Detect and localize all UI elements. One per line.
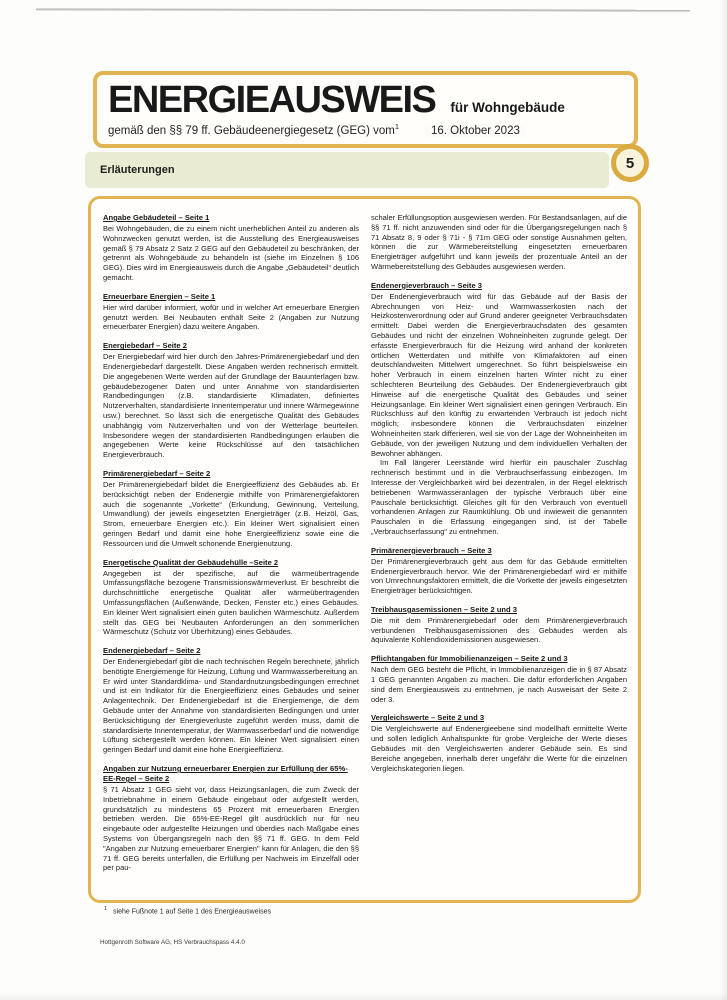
section-header-label: Erläuterungen (100, 164, 175, 176)
section-endenergiebedarf (103, 646, 359, 755)
section-body: Der Primärenergiebedarf bildet die Energieeffizienz des Gebäudes ab. Er berücksichtigt neben der Endenergie mithilfe von Primärenergiefaktoren auch die sogenannte „Vorkette“ (Erkundung, Gewinnung, Verteilung, Umwandlung) der jeweils eingesetzten Energieträger (z.B. Heizöl, Gas, Strom, erneuerbare Energien etc.). Ein kleiner Wert signalisiert einen geringen Bedarf und damit eine hohe Energieeffizienz sowie eine die Ressourcen und die Umwelt schonende Energienutzung. (103, 479, 359, 548)
section-body: Der Primärenergieverbrauch geht aus dem für das Gebäude ermittelten Endenergieverbrauch hervor. Wie der Primärenergiebedarf wird er mithilfe von Umrechnungsfaktoren ermittelt, die die Vorkette der jeweils eingesetzten Energieträger berücksichtigen. (371, 556, 627, 596)
section-body: Die mit dem Primärenergiebedarf oder dem Primärenergieverbrauch verbundenen Treibhausgasemissionen des Gebäudes werden als äquivalente Kohlendioxidemissionen ausgewiesen. (371, 615, 627, 645)
left-column (103, 213, 359, 892)
section-heading: Energetische Qualität der Gebäudehülle –Seite 2 (103, 557, 279, 567)
subtitle-row (108, 122, 623, 137)
page-number: 5 (625, 154, 635, 172)
scan-edge-shadow (719, 0, 727, 1000)
section-body: Der Energiebedarf wird hier durch den Jahres-Primärenergiebedarf und den Endenergiebedarf dargestellt. Diese Angaben werden rechnerisch ermittelt. Die angegebenen Werte werden auf der Grundlage der Bauunterlagen bzw. gebäudebezogener Daten und unter Annahme von standardisierten Randbedingungen (z.B. standardisierte Klimadaten, definiertes Nutzerverhalten, standardisierte Innentemperatur und innere Wärmegewinne usw.) berechnet. So lässt sich die energetische Qualität des Gebäudes unabhängig vom Nutzerverhalten und von der Wetterlage beurteilen. Insbesondere wegen der standardisierten Randbedingungen erlauben die angegebenen Werte keine Rückschlüsse auf den tatsächlichen Energieverbrauch. (103, 352, 359, 460)
section-erneuerbare-energien (103, 292, 359, 332)
subtitle-text: gemäß den §§ 79 ff. Gebäudeenergiegesetz (GEG) vom (108, 124, 395, 137)
section-65-ee-regel (103, 764, 359, 873)
section-body: Der Endenergiebedarf gibt die nach technischen Regeln berechnete, jährlich benötigte Energiemenge für Heizung, Lüftung und Warmwasserbereitung an. Er wird unter Standardklima- und Standardnutzungsbedingungen errechnet und ist ein Indikator für die Energieeffizienz eines Gebäudes und seiner Anlagentechnik. Der Endenergiebedarf ist die Energiemenge, die dem Gebäude unter der Annahme von standardisierten Bedingungen und unter Berücksichtigung der Energieverluste zugeführt werden muss, damit die standardisierte Innentemperatur, der Warmwasserbedarf und die notwendige Lüftung sichergestellt werden können. Ein kleiner Wert signalisiert einen geringen Bedarf und damit eine hohe Energieeffizienz. (103, 657, 359, 755)
section-heading: Angabe Gebäudeteil – Seite 1 (103, 213, 210, 222)
section-heading: Endenergieverbrauch – Seite 3 (371, 280, 482, 290)
section-header-bar (85, 152, 609, 188)
section-body: Die Vergleichswerte auf Endenergieebene sind modellhaft ermittelte Werte und sollen lediglich Anhaltspunkte für grobe Vergleiche der Werte dieses Gebäudes mit den Vergleichswerten anderer Gebäude sein. Es sind Bereiche angegeben, innerhalb derer ungefähr die Werte für die einzelnen Vergleichskategorien liegen. (371, 724, 627, 773)
section-body: § 71 Absatz 1 GEG sieht vor, dass Heizungsanlagen, die zum Zweck der Inbetriebnahme in einem Gebäude eingebaut oder aufgestellt werden, grundsätzlich zu mindestens 65 Prozent mit erneuerbaren Energien betrieben werden. Die 65%-EE-Regel gilt ausdrücklich nur für neu eingebaute oder aufgestellte Heizungen und überdies nach Maßgabe eines Systems von Übergangsregeln nach den §§ 71 ff. GEG. In dem Feld "Angaben zur Nutzung erneuerbarer Energien" kann für Anlagen, die den §§ 71 ff. GEG bereits unterfallen, die Erfüllung per Nachweis im Einzelfall oder per pau- (103, 785, 359, 873)
section-body: Bei Wohngebäuden, die zu einem nicht unerheblichen Anteil zu anderen als Wohnzwecken genutzt werden, ist die Ausstellung des Energieausweises gemäß § 79 Absatz 2 Satz 2 GEG auf den Gebäudeteil zu beschränken, der getrennt als Wohngebäude zu behandeln ist (siehe im Einzelnen § 106 GEG). Dies wird im Energieausweis durch die Angabe „Gebäudeteil“ deutlich gemacht. (103, 224, 359, 282)
section-heading: Erneuerbare Energien – Seite 1 (103, 291, 216, 301)
title-box (93, 71, 638, 148)
continuation-body: schaler Erfüllungsoption ausgewiesen werden. Für Bestandsanlagen, auf die §§ 71 ff. nicht anzuwenden sind oder für die Übergangsregelungen nach § 71 Absatz 8, 9 oder § 71i - § 71m GEG oder sonstige Ausnahmen gelten, können die zur Wärmebereitstellung eingesetzten erneuerbaren Energieträger aufgeführt und kann jeweils der prozentuale Anteil an der Wärmebereitstellung des Gebäudes ausgewiesen werden. (371, 213, 627, 271)
content-box (88, 196, 641, 903)
software-footer: Hottgenroth Software AG, HS Verbrauchspass 4.4.0 (100, 939, 245, 946)
document-title: ENERGIEAUSWEIS (108, 79, 436, 121)
section-energetische-qualitaet (103, 558, 359, 638)
section-body: Angegeben ist der spezifische, auf die wärmeübertragende Umfassungsfläche bezogene Transmissionswärmeverlust. Er beschreibt die durchschnittliche energetische Qualität aller wärmeübertragenden Umfassungsflächen (Außenwände, Decken, Fenster etc.) eines Gebäudes. Ein kleiner Wert signalisiert einen guten baulichen Wärmeschutz. Außerdem stellt das GEG bei Neubauten Anforderungen an den sommerlichen Wärmeschutz (Schutz vor Überhitzung) eines Gebäudes. (103, 568, 359, 637)
section-primaerenergiebedarf (103, 469, 359, 549)
section-vergleichswerte (371, 713, 627, 773)
footnote-marker-superscript: 1 (394, 121, 399, 131)
section-heading: Angaben zur Nutzung erneuerbarer Energien zur Erfüllung der 65%-EE-Regel – Seite 2 (103, 764, 348, 784)
section-heading: Primärenergieverbrauch – Seite 3 (371, 545, 492, 555)
scan-artifact-line (36, 8, 690, 11)
right-column (371, 213, 627, 892)
section-angabe-gebaeudeteil (103, 213, 359, 283)
section-treibhausgasemissionen (371, 605, 627, 645)
section-endenergieverbrauch (371, 281, 627, 537)
section-body: Nach dem GEG besteht die Pflicht, in Immobilienanzeigen die in § 87 Absatz 1 GEG genannten Angaben zu machen. Die dafür erforderlichen Angaben sind dem Energieausweis zu entnehmen, je nach Ausweisart der Seite 2 oder 3. (371, 665, 627, 704)
section-heading: Vergleichswerte – Seite 2 und 3 (371, 713, 485, 723)
issue-date: 16. Oktober 2023 (425, 125, 526, 137)
section-heading: Primärenergiebedarf – Seite 2 (103, 468, 211, 478)
columns (91, 199, 638, 900)
section-heading: Energiebedarf – Seite 2 (103, 341, 187, 351)
section-body: Der Endenergieverbrauch wird für das Gebäude auf der Basis der Abrechnungen von Heiz- und Warmwasserkosten nach der Heizkostenverordnung oder auf Grund anderer geeigneter Verbrauchsdaten ermittelt. Dabei werden die Energieverbrauchsdaten des gesamten Gebäudes und nicht der einzelnen Wohneinheiten zugrunde gelegt. Der erfasste Energieverbrauch für die Heizung wird anhand der konkreten örtlichen Wetterdaten und mithilfe von Klimafaktoren auf einen deutschlandweiten Mittelwert umgerechnet. So führt beispielsweise ein hoher Verbrauch in einem einzelnen harten Winter nicht zu einer schlechteren Beurteilung des Gebäudes. Der Endenergieverbrauch gibt Hinweise auf die energetische Qualität des Gebäudes und seiner Heizungsanlage. Ein kleiner Wert signalisiert einen geringen Verbrauch. Ein Rückschluss auf den künftig zu erwartenden Verbrauch ist jedoch nicht möglich; insbesondere können die Verbrauchsdaten einzelner Wohneinheiten stark differieren, weil sie von der Lage der Wohneinheiten im Gebäude, von der jeweiligen Nutzung und dem individuellen Verhalten der Bewohner abhängen. (371, 291, 627, 458)
section-pflichtangaben (371, 654, 627, 704)
section-body: Hier wird darüber informiert, wofür und in welcher Art erneuerbare Energien genutzt werden. Bei Neubauten enthält Seite 2 (Angaben zur Nutzung erneuerbarer Energien) dazu weitere Angaben. (103, 302, 359, 332)
footnote-text: siehe Fußnote 1 auf Seite 1 des Energieausweises (113, 908, 272, 916)
footnote (104, 906, 271, 915)
footnote-marker: 1 (104, 906, 108, 912)
page-number-badge (611, 144, 649, 182)
section-heading: Endenergiebedarf – Seite 2 (103, 646, 201, 656)
continuation-paragraph (371, 213, 627, 272)
section-heading: Pflichtangaben für Immobilienanzeigen – Seite 2 und 3 (371, 654, 568, 664)
section-body-2: Im Fall längerer Leerstände wird hierfür ein pauschaler Zuschlag rechnerisch bestimmt und in die Verbrauchserfassung einbezogen. Im Interesse der Vergleichbarkeit wird bei dezentralen, in der Regel elektrisch betriebenen Warmwasseranlagen der typische Verbrauch über eine Pauschale berücksichtigt. Gleiches gilt für den Verbrauch von eventuell vorhandenen Anlagen zur Raumkühlung. Ob und inwieweit die genannten Pauschalen in die Erfassung eingegangen sind, ist der Tabelle „Verbrauchserfassung“ zu entnehmen. (371, 458, 627, 536)
scan-edge-shadow-bottom (0, 993, 727, 1000)
title-suffix: für Wohngebäude (450, 100, 565, 115)
section-energiebedarf (103, 341, 359, 460)
section-heading: Treibhausgasemissionen – Seite 2 und 3 (371, 604, 518, 614)
section-primaerenergieverbrauch (371, 546, 627, 596)
